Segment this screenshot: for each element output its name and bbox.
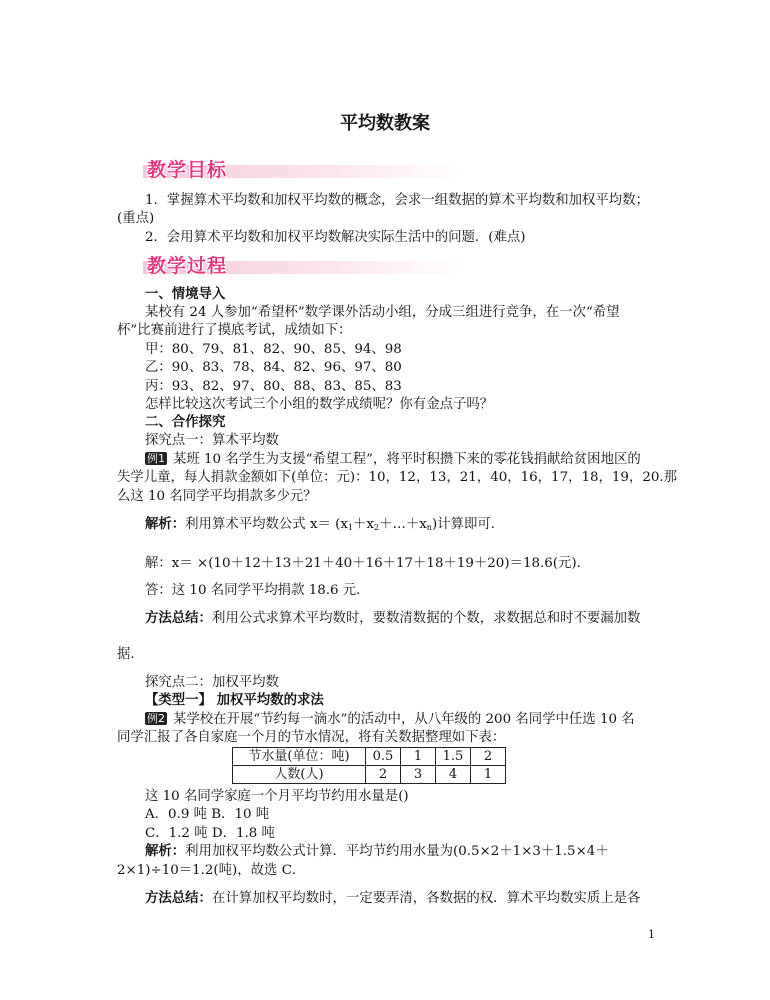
method-text: 在计算加权平均数时，一定要弄清，各数据的权．算术平均数实质上是各 <box>211 891 641 906</box>
banner-text: 教学过程 <box>147 255 228 277</box>
subscript: 1 <box>347 523 354 532</box>
table-cell: 2 <box>366 766 401 784</box>
explore-point-1: 探究点一：算术平均数 <box>145 433 279 448</box>
table-row <box>233 748 506 766</box>
intro-question: 怎样比较这次考试三个小组的数学成绩呢？你有金点子吗？ <box>145 397 494 412</box>
explore-point-2: 探究点二：加权平均数 <box>145 675 279 690</box>
option-line-2: C．1.2 吨 D．1.8 吨 <box>145 826 275 841</box>
banner-text: 教学目标 <box>147 159 228 181</box>
table-cell: 4 <box>436 766 471 784</box>
group-scores-jia: 甲：80、79、81、82、90、85、94、98 <box>145 342 402 357</box>
section-banner-objectives <box>143 157 463 183</box>
analysis-label: 解析： <box>145 517 186 532</box>
table-cell: 2 <box>471 748 506 766</box>
objective-line-3: 2．会用算术平均数和加权平均数解决实际生活中的问题．(难点) <box>145 230 526 245</box>
group-scores-bing: 丙：93、82、97、80、88、83、85、83 <box>145 379 402 394</box>
type-1-heading: 【类型一】 加权平均数的求法 <box>145 693 324 708</box>
table-cell: 节水量(单位：吨) <box>233 748 366 766</box>
analysis-2-line-2: 2×1)÷10＝1.2(吨)，故选 C． <box>117 863 306 878</box>
example-2-question: 这 10 名同学家庭一个月平均节约用水量是() <box>145 789 409 804</box>
analysis-text-c: ＋…＋x <box>379 517 427 532</box>
example-badge: 例2 <box>147 712 165 725</box>
section-heading-intro: 一、情境导入 <box>145 287 226 302</box>
analysis-1 <box>145 516 504 537</box>
intro-line-1: 某校有 24 人参加“希望杯”数学课外活动小组，分成三组进行竞争，在一次“希望 <box>145 305 620 320</box>
table-row <box>233 766 506 784</box>
analysis-text-d: )计算即可． <box>431 517 505 532</box>
solution-1: 解：x＝ ×(10＋12＋13＋21＋40＋16＋17＋18＋19＋20)＝18.6(元)． <box>145 556 590 571</box>
method-label: 方法总结： <box>145 611 212 626</box>
page-title: 平均数教案 <box>340 113 430 134</box>
example-1-line-3: 么这 10 名同学平均捐款多少元？ <box>117 489 317 504</box>
objective-line-1: 1．掌握算术平均数和加权平均数的概念，会求一组数据的算术平均数和加权平均数； <box>145 193 649 208</box>
method-text: 利用公式求算术平均数时，要数清数据的个数，求数据总和时不要漏加数 <box>211 611 641 626</box>
example-text: 某班 10 名学生为支援“希望工程”，将平时积攒下来的零花钱捐献给贫困地区的 <box>173 452 641 467</box>
analysis-2-line-1 <box>145 843 609 861</box>
page-number: 1 <box>648 928 655 941</box>
subscript: n <box>426 523 432 532</box>
example-text: 某学校在开展“节约每一滴水”的活动中，从八年级的 200 名同学中任选 10 名 <box>173 712 635 727</box>
method-summary-1-end: 据． <box>117 647 144 662</box>
group-scores-yi: 乙：90、83、78、84、82、96、97、80 <box>145 360 402 375</box>
option-line-1: A．0.9 吨 B．10 吨 <box>145 807 270 822</box>
method-label: 方法总结： <box>145 891 212 906</box>
table-cell: 1 <box>401 748 436 766</box>
analysis-text-a: 利用算术平均数公式 x＝ (x <box>185 517 348 532</box>
table-cell: 0.5 <box>366 748 401 766</box>
example-1-line-2: 失学儿童，每人捐款金额如下(单位：元)：10，12，13，21，40，16，17，18，19，20.那 <box>117 470 678 485</box>
analysis-text-b: ＋x <box>353 517 374 532</box>
method-summary-1 <box>145 610 640 628</box>
example-2-line-2: 同学汇报了各自家庭一个月的节水情况，将有关数据整理如下表： <box>117 730 506 745</box>
example-badge: 例1 <box>147 452 165 465</box>
section-banner-process <box>143 253 463 279</box>
table-cell: 3 <box>401 766 436 784</box>
example-2-line-1 <box>145 711 635 729</box>
example-1-line-1 <box>145 451 641 469</box>
water-saving-table <box>232 747 506 784</box>
analysis-label: 解析： <box>145 844 186 859</box>
objective-line-2: (重点) <box>117 211 155 226</box>
answer-1: 答：这 10 名同学平均捐款 18.6 元． <box>145 583 370 598</box>
section-heading-explore: 二、合作探究 <box>145 415 226 430</box>
method-summary-2 <box>145 890 640 908</box>
table-cell: 1.5 <box>436 748 471 766</box>
intro-line-2: 杯”比赛前进行了摸底考试，成绩如下： <box>117 323 352 338</box>
table-cell: 人数(人) <box>233 766 366 784</box>
subscript: 2 <box>373 523 380 532</box>
analysis-text: 利用加权平均数公式计算．平均节约用水量为(0.5×2＋1×3＋1.5×4＋ <box>185 844 609 859</box>
table-cell: 1 <box>471 766 506 784</box>
